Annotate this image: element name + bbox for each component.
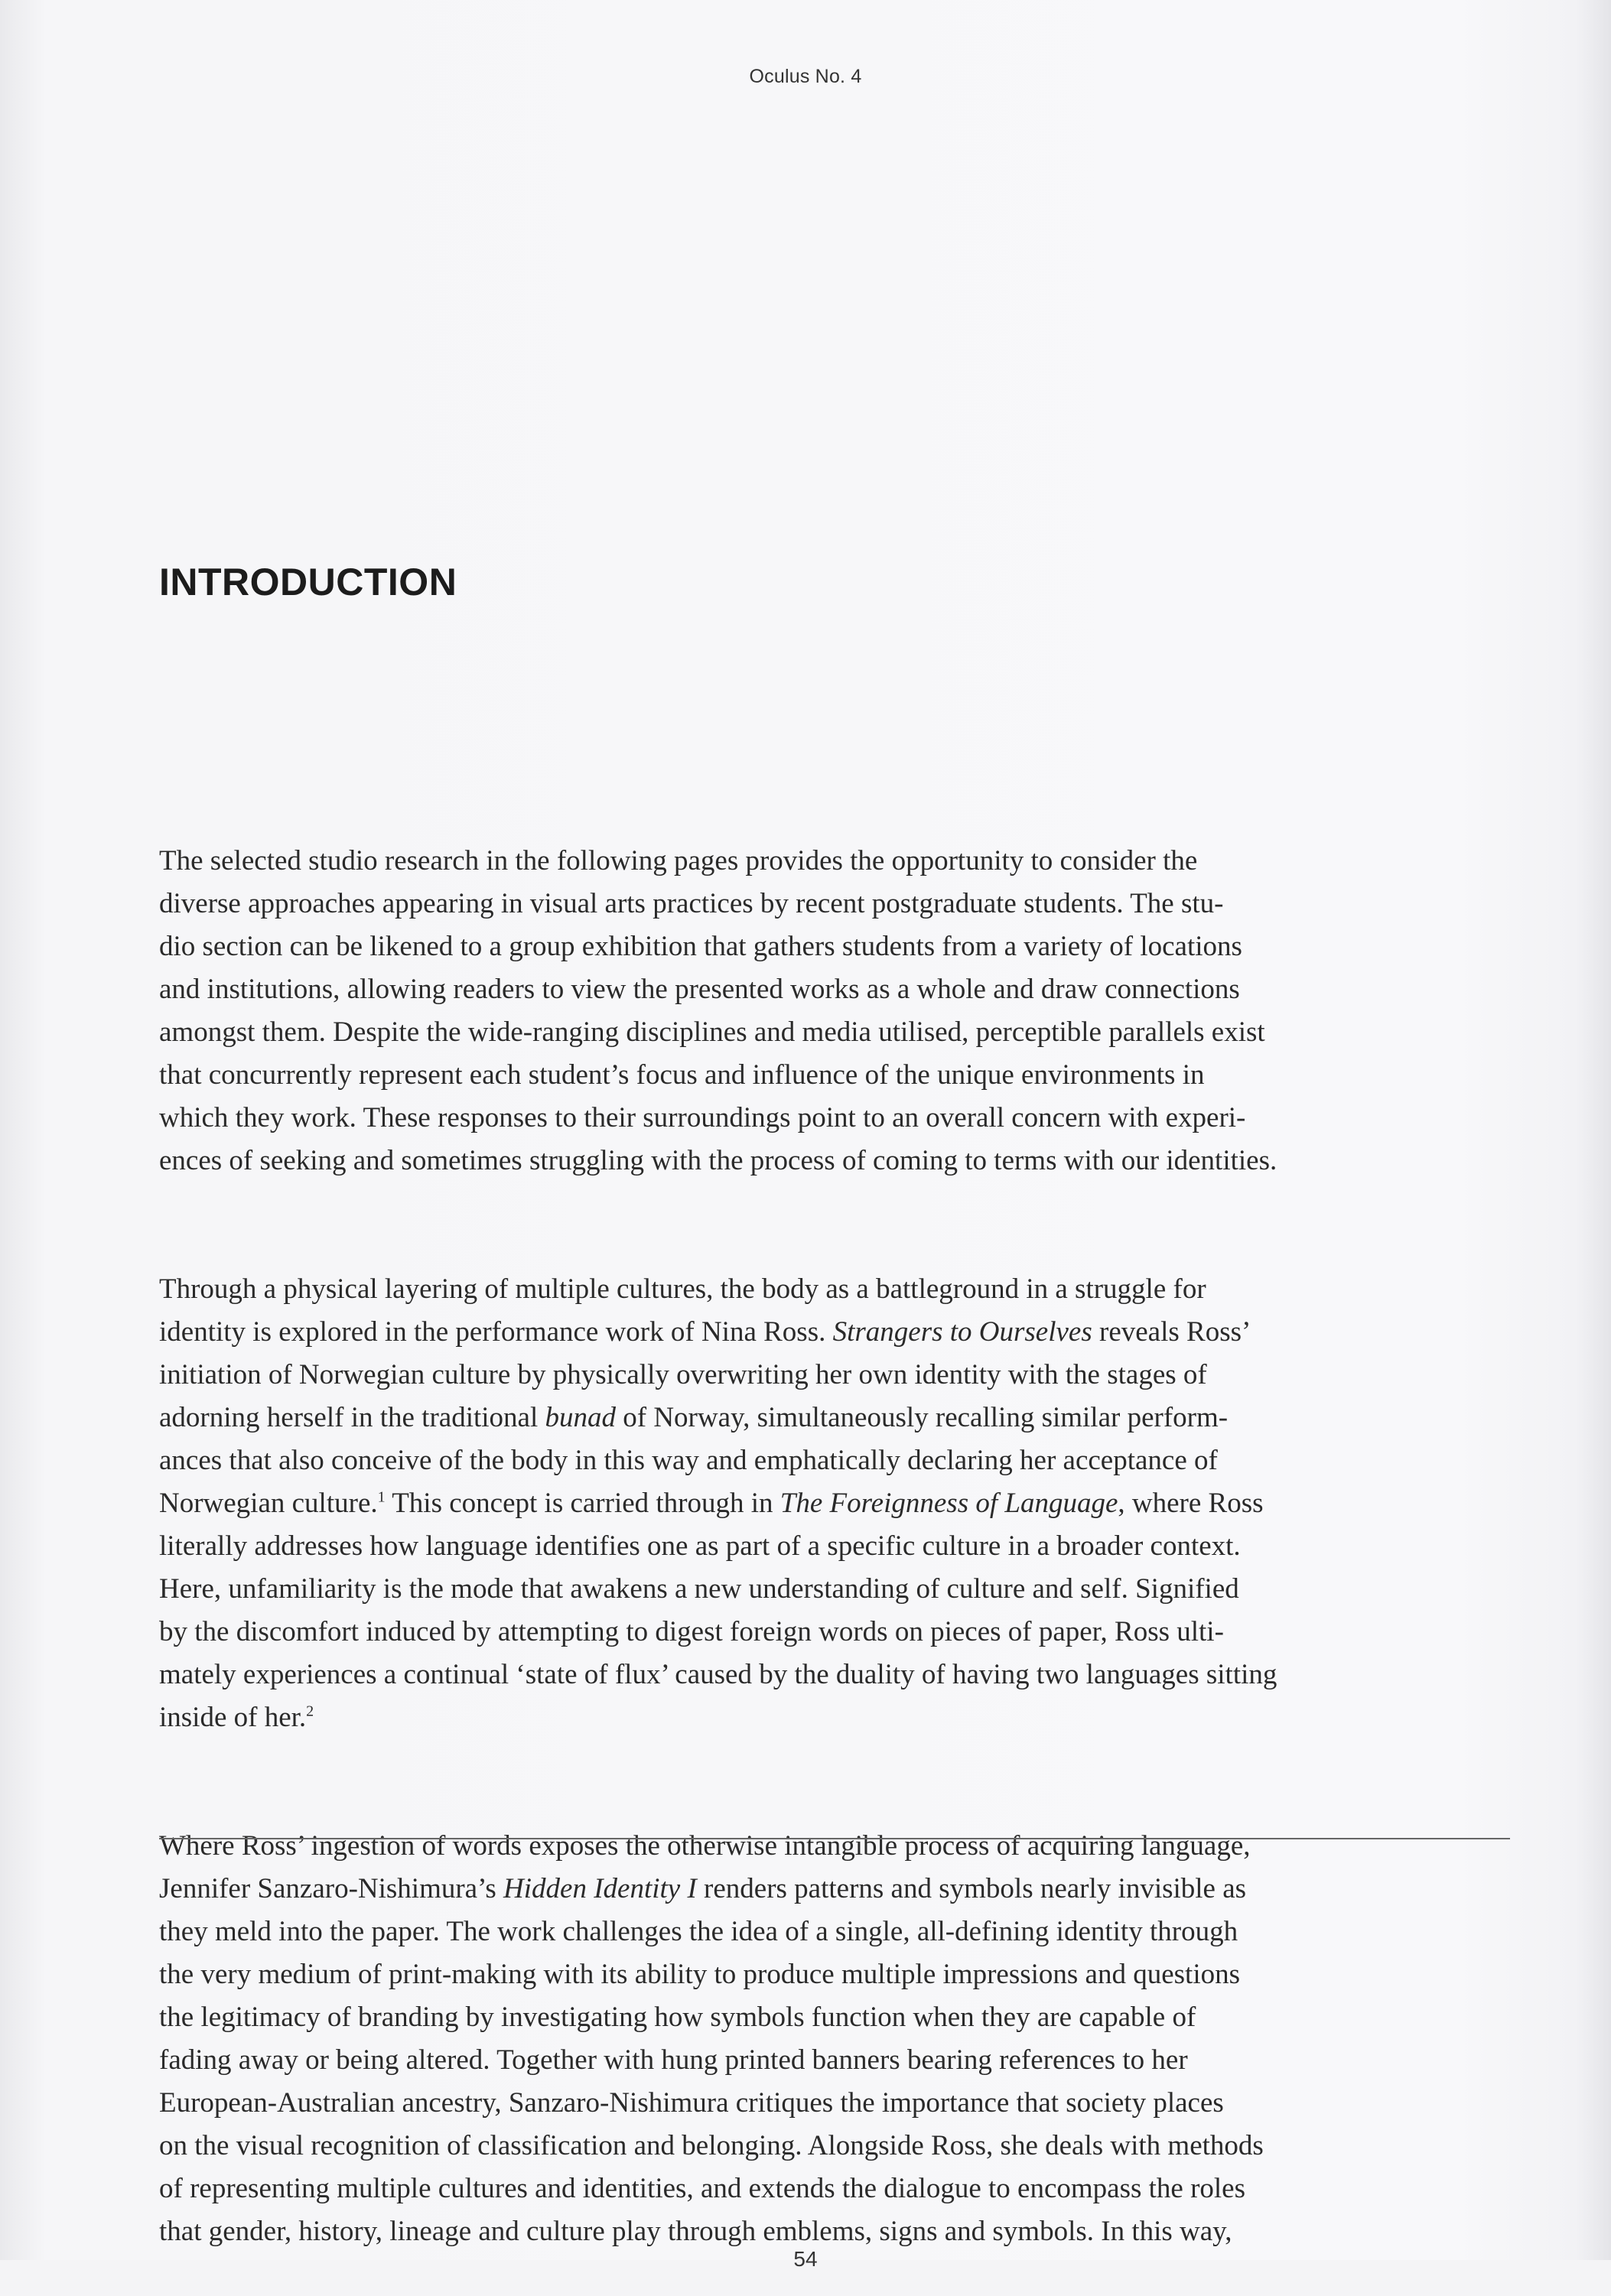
work-title-hidden-identity: Hidden Identity I — [503, 1873, 697, 1904]
paragraph-text: renders patterns and symbols nearly invisible as they meld into the paper. The work challenges the idea of a single, all-defining identity through the very medium of print-making with its ability to produce multiple impressions and questions the legitimacy of branding by investigating how symbols function when they are capable of fading away or being altered. Together with hung printed banners bearing references to her European-Australian ancestry, Sanzaro-Nishimura critiques the importance that society places on the visual recognition of classification and belonging. Alongside Ross, she deals with methods of representing multiple cultures and identities, and extends the dialogue to encompass the roles that gender, history, lineage and culture play through emblems, signs and symbols. In this way, — [159, 1873, 1264, 2247]
page-number: 54 — [793, 2247, 818, 2271]
paragraph-text: Where Ross’ ingestion of words exposes the otherwise intangible process of acquiring language, Jennifer Sanzaro-Nishimura’s — [159, 1830, 1251, 1904]
footnote-ref-1: 1 — [377, 1488, 386, 1506]
footnote-ref-2: 2 — [306, 1702, 314, 1720]
term-bunad: bunad — [545, 1402, 616, 1433]
paragraph-text: reveals Ross’ initiation of Norwegian culture by physically overwriting her own identity with the stages of adorning herself in the traditional — [159, 1316, 1251, 1433]
paragraph-text: The selected studio research in the following pages provides the opportunity to consider the diverse approaches appearing in visual arts practices by recent postgraduate students. The stu- dio section can be likened to a group exhibition that gathers students from a variety of locations and institutions, allowing readers to view the presented works as a whole and draw connections amongst them. Despite the wide-ranging disciplines and media utilised, perceptible parallels exist that concurrently represent each student’s focus and influence of the unique environments in which they work. These responses to their surroundings point to an overall concern with experi- ences of seeking and sometimes struggling with the process of coming to terms with our identities. — [159, 845, 1277, 1176]
paragraph-text: , where Ross literally addresses how language identifies one as part of a specific culture in a broader context. Here, unfamiliarity is the mode that awakens a new understanding of culture and self. Signified by the discomfort induced by attempting to digest foreign words on pieces of paper, Ross ulti- mately experiences a continual ‘state of flux’ caused by the duality of having two languages sitting inside of her. — [159, 1488, 1277, 1733]
paragraph-2 — [159, 1225, 1513, 1739]
paragraph-1 — [159, 797, 1513, 1182]
work-title-strangers-to-ourselves: Strangers to Ourselves — [832, 1316, 1092, 1348]
footer-rule — [159, 1838, 1510, 1839]
paragraph-text: This concept is carried through in — [385, 1488, 780, 1519]
running-head: Oculus No. 4 — [749, 66, 862, 87]
work-title-foreignness-of-language: The Foreignness of Language — [779, 1488, 1118, 1519]
section-title: INTRODUCTION — [159, 561, 457, 603]
article-body — [159, 797, 1513, 2296]
paragraph-text: Through a physical layering of multiple cultures, the body as a battleground in a struggle for identity is explored in the performance work of Nina Ross. — [159, 1273, 1206, 1348]
paragraph-text: of Norway, simultaneously recalling similar perform- ances that also conceive of the body in this way and emphatically declaring her acceptance of Norwegian culture. — [159, 1402, 1229, 1519]
paragraph-3 — [159, 1782, 1513, 2253]
